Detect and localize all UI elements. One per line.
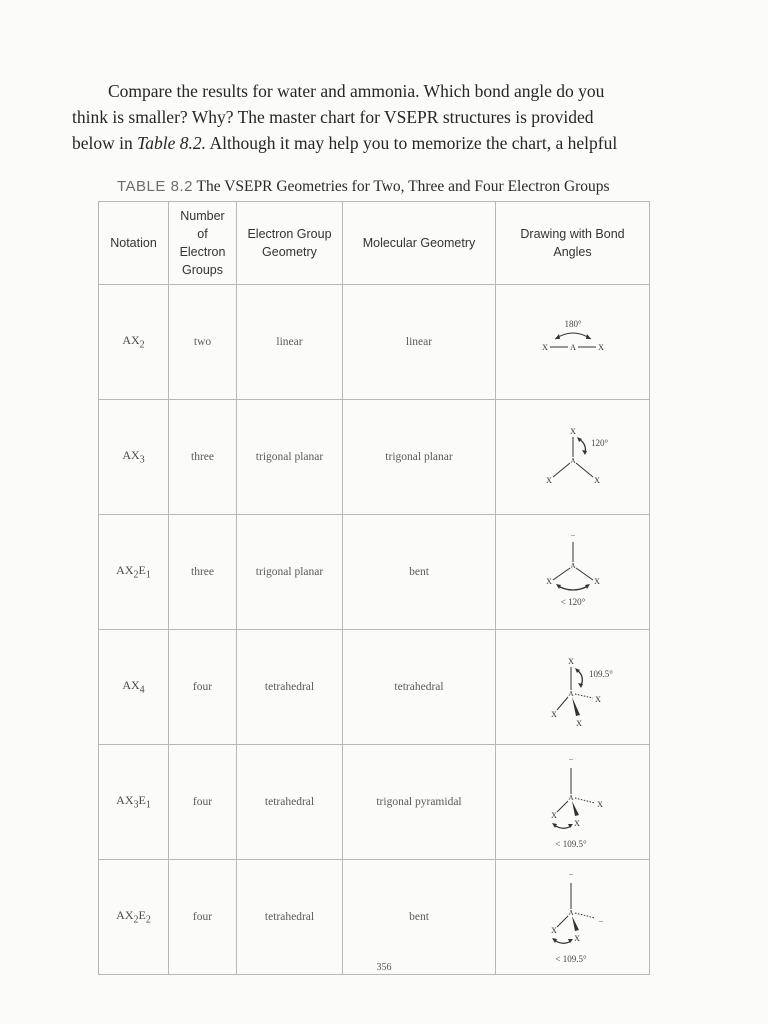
vsepr-table [98, 201, 650, 975]
molecular-geometry-cell: bent [343, 860, 496, 975]
groups-cell: two [169, 285, 237, 400]
header-electron-group-geometry: Electron Group Geometry [237, 202, 343, 285]
table-header-row [99, 202, 650, 285]
molecular-geometry-cell: bent [343, 515, 496, 630]
svg-text:X: X [567, 656, 574, 666]
svg-text:120°: 120° [590, 438, 608, 448]
table-row-ax3e1 [99, 745, 650, 860]
electron-geometry-cell: tetrahedral [237, 630, 343, 745]
svg-text:..: .. [568, 753, 573, 762]
table-caption-title: The VSEPR Geometries for Two, Three and Four Electron Groups [196, 178, 610, 195]
groups-cell: three [169, 515, 237, 630]
svg-text:< 109.5°: < 109.5° [554, 839, 587, 849]
header-number-of-groups: Number of Electron Groups [169, 202, 237, 285]
svg-text:A: A [569, 343, 576, 352]
notation-cell: $AX_3E_1$ [99, 745, 169, 860]
table-caption-tag: TABLE 8.2 [117, 178, 193, 195]
svg-text:X: X [545, 476, 552, 485]
bent-trigonal-drawing [513, 522, 633, 622]
header-molecular-geometry: Molecular Geometry [343, 202, 496, 285]
page-number: 356 [376, 962, 392, 973]
electron-geometry-cell: tetrahedral [237, 745, 343, 860]
trigonal-pyramidal-drawing [513, 748, 633, 856]
table-row-ax2 [99, 285, 650, 400]
table-row-ax4 [99, 630, 650, 745]
drawing-cell [496, 630, 650, 745]
intro-line-3-start: below in [72, 133, 138, 153]
notation-cell: $AX_2E_2$ [99, 860, 169, 975]
electron-geometry-cell: trigonal planar [237, 400, 343, 515]
svg-text:X: X [573, 819, 580, 828]
notation-cell: $AX_4$ [99, 630, 169, 745]
svg-text:X: X [545, 577, 552, 586]
intro-line-3 [72, 130, 672, 156]
drawing-cell [496, 745, 650, 860]
table-row-ax3 [99, 400, 650, 515]
tetrahedral-drawing [513, 640, 633, 735]
svg-text:X: X [597, 343, 604, 352]
notation-cell: $AX_3$ [99, 400, 169, 515]
intro-line-3-end: Although it may help you to memorize the chart, a helpful [206, 133, 618, 153]
bent-tetrahedral-drawing [513, 863, 633, 971]
electron-geometry-cell: tetrahedral [237, 860, 343, 975]
svg-text:109.5°: 109.5° [588, 668, 613, 679]
molecular-geometry-cell: tetrahedral [343, 630, 496, 745]
svg-text:A: A [567, 689, 574, 698]
svg-text:X: X [541, 343, 548, 352]
svg-text:X: X [550, 926, 557, 935]
electron-geometry-cell: linear [237, 285, 343, 400]
svg-text:X: X [596, 800, 603, 809]
svg-text:..: .. [570, 529, 575, 538]
groups-cell: four [169, 860, 237, 975]
molecular-geometry-cell: trigonal pyramidal [343, 745, 496, 860]
notation-cell: $AX_2$ [99, 285, 169, 400]
svg-text:180°: 180° [563, 319, 582, 329]
svg-text:X: X [550, 811, 557, 820]
intro-line-1: Compare the results for water and ammonia. Which bond angle do you [108, 81, 605, 101]
table-reference: Table 8.2. [137, 133, 207, 153]
drawing-cell [496, 285, 650, 400]
svg-text:X: X [550, 709, 557, 719]
drawing-cell [496, 515, 650, 630]
svg-text:X: X [575, 718, 582, 728]
intro-line-2: think is smaller? Why? The master chart for VSEPR structures is provided [72, 107, 594, 127]
groups-cell: three [169, 400, 237, 515]
svg-text:..: .. [598, 915, 603, 924]
groups-cell: four [169, 630, 237, 745]
svg-text:< 120°: < 120° [560, 597, 585, 607]
svg-text:X: X [593, 577, 600, 586]
svg-text:A: A [567, 909, 574, 917]
groups-cell: four [169, 745, 237, 860]
table-row-ax2e1 [99, 515, 650, 630]
molecular-geometry-cell: linear [343, 285, 496, 400]
header-notation: Notation [99, 202, 169, 285]
svg-text:A: A [569, 457, 576, 465]
svg-text:X: X [573, 934, 580, 943]
drawing-cell [496, 400, 650, 515]
trigonal-planar-drawing [513, 417, 633, 497]
linear-molecule-drawing [513, 307, 633, 377]
electron-geometry-cell: trigonal planar [237, 515, 343, 630]
svg-text:A: A [567, 794, 574, 802]
molecular-geometry-cell: trigonal planar [343, 400, 496, 515]
notation-cell: $AX_2E_1$ [99, 515, 169, 630]
svg-text:X: X [594, 694, 601, 704]
intro-paragraph [72, 78, 672, 156]
table-row-ax2e2 [99, 860, 650, 975]
drawing-cell [496, 860, 650, 975]
svg-text:< 109.5°: < 109.5° [554, 954, 587, 964]
svg-text:A: A [569, 562, 576, 570]
header-drawing: Drawing with Bond Angles [496, 202, 650, 285]
svg-text:X: X [569, 427, 576, 436]
table-caption [117, 178, 610, 196]
svg-text:X: X [593, 476, 600, 485]
svg-text:..: .. [568, 868, 573, 877]
